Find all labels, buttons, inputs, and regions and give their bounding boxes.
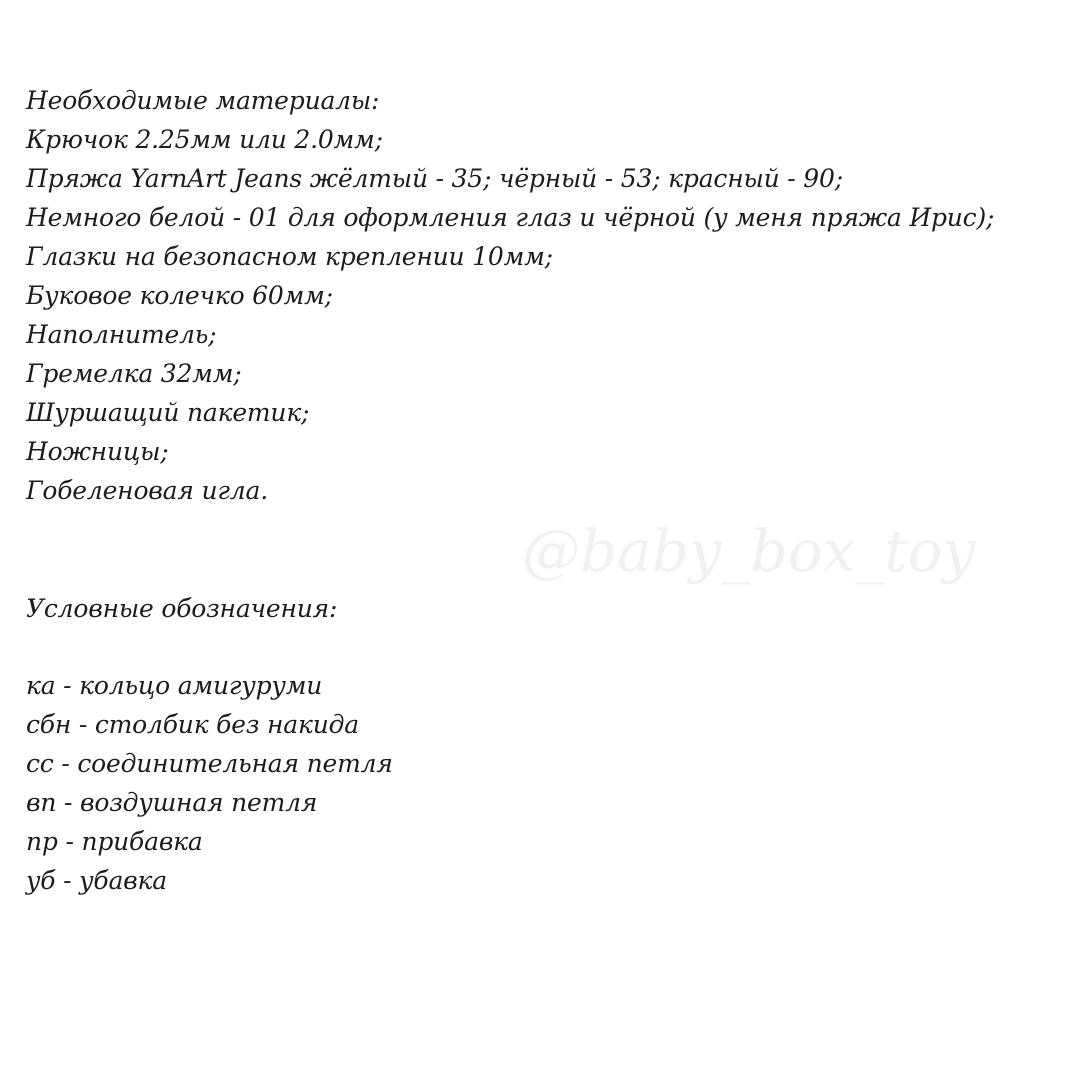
watermark-text: @baby_box_toy: [522, 517, 976, 585]
materials-item: Крючок 2.25мм или 2.0мм;: [26, 125, 383, 154]
materials-item: Глазки на безопасном креплении 10мм;: [26, 242, 553, 271]
materials-item: Гобеленовая игла.: [26, 476, 268, 505]
materials-item: Пряжа YarnArt Jeans жёлтый - 35; чёрный - 53; красный - 90;: [26, 164, 843, 193]
legend-item: пр - прибавка: [26, 827, 203, 856]
legend-list: [26, 666, 393, 900]
legend-heading: Условные обозначения:: [26, 594, 338, 623]
materials-list: [26, 81, 994, 510]
legend-item: сбн - столбик без накида: [26, 710, 359, 739]
materials-item: Наполнитель;: [26, 320, 217, 349]
materials-item: Немного белой - 01 для оформления глаз и чёрной (у меня пряжа Ирис);: [26, 203, 995, 232]
legend-item: сс - соединительная петля: [26, 749, 393, 778]
materials-heading: Необходимые материалы:: [26, 86, 380, 115]
materials-item: Буковое колечко 60мм;: [26, 281, 333, 310]
materials-item: Шуршащий пакетик;: [26, 398, 310, 427]
legend-item: ка - кольцо амигуруми: [26, 671, 323, 700]
legend-item: вп - воздушная петля: [26, 788, 318, 817]
materials-item: Гремелка 32мм;: [26, 359, 242, 388]
legend-heading-block: [26, 589, 337, 628]
materials-item: Ножницы;: [26, 437, 169, 466]
legend-item: уб - убавка: [26, 866, 167, 895]
